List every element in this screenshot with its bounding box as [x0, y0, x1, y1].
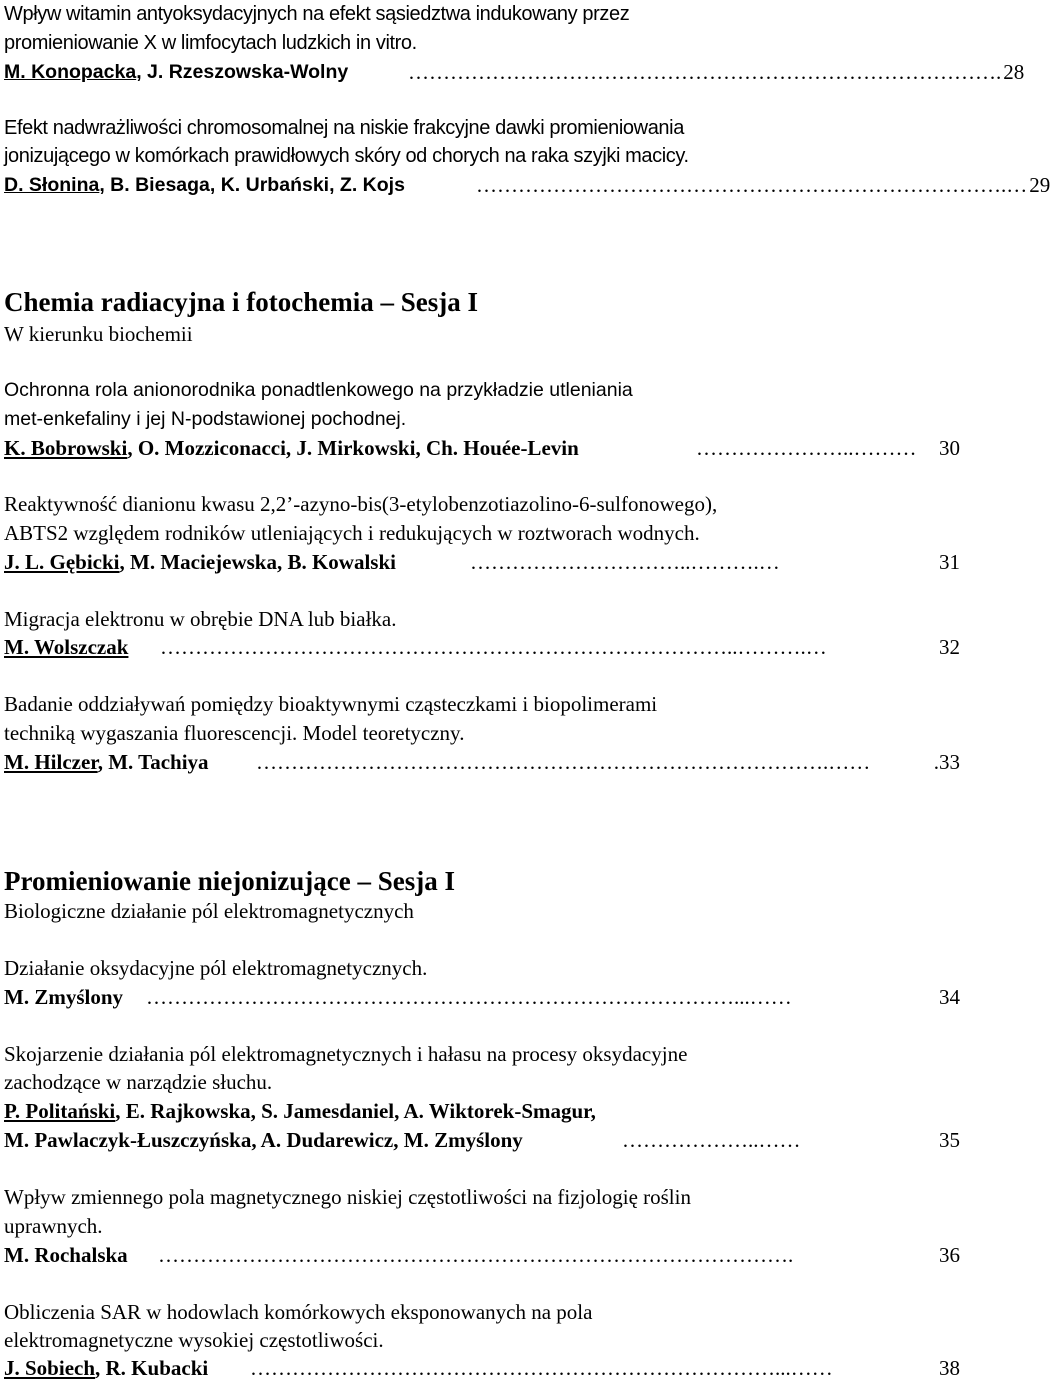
entry-title-line: elektromagnetyczne wysokiej częstotliwości.: [4, 1328, 384, 1352]
entry-authors: [4, 1241, 156, 1269]
entry-authors: [4, 633, 158, 661]
co-authors: M. Zmyślony: [4, 985, 124, 1009]
leader-dots: ………………………………………………………………………….: [408, 60, 1002, 84]
entry-authors: [4, 58, 404, 86]
entry-title-line: Ochronna rola anionorodnika ponadtlenkowego na przykładzie utleniania: [4, 379, 633, 401]
entry-authors: [4, 434, 694, 462]
entry-title-line: Działanie oksydacyjne pól elektromagnetycznych.: [4, 956, 428, 980]
page-leader: [476, 171, 1050, 199]
entry-title-line: uprawnych.: [4, 1214, 103, 1238]
entry-title-line: jonizującego w komórkach prawidłowych skóry od chorych na raka szyjki macicy.: [4, 145, 689, 167]
leader-dots: ………………..……: [622, 1128, 801, 1152]
leader-dots: ………………………………………………………………………..……….…: [160, 635, 827, 659]
co-authors: , M. Tachiya: [97, 750, 209, 774]
page-leader: [256, 748, 960, 776]
entry-title-line: techniką wygaszania fluorescencji. Model teoretyczny.: [4, 721, 465, 745]
entry-authors: [4, 171, 474, 199]
entry-title-line: ABTS2 względem rodników utleniających i redukujących w roztworach wodnych.: [4, 521, 700, 545]
section-title: Promieniowanie niejonizujące – Sesja I: [4, 866, 455, 896]
entry-title-line: Badanie oddziaływań pomiędzy bioaktywnymi cząsteczkami i biopolimerami: [4, 692, 658, 716]
page-number: 34: [939, 985, 960, 1009]
page-number: 35: [939, 1128, 960, 1152]
entry-title-line: Efekt nadwrażliwości chromosomalnej na niskie frakcyjne dawki promieniowania: [4, 117, 684, 139]
page-leader: [160, 633, 960, 661]
page-leader: [622, 1126, 960, 1154]
page-leader: [696, 434, 960, 462]
lead-author: K. Bobrowski: [4, 436, 128, 460]
page-leader: [146, 983, 960, 1011]
section-subtitle: W kierunku biochemii: [4, 322, 193, 346]
entry-title-line: Wpływ zmiennego pola magnetycznego niskiej częstotliwości na fizjologię roślin: [4, 1185, 691, 1209]
lead-author: M. Hilczer: [4, 750, 98, 774]
lead-author: J. Sobiech: [4, 1356, 96, 1380]
entry-title-line: Migracja elektronu w obrębie DNA lub białka.: [4, 607, 397, 631]
leader-dots: ………………………………………………………………….…: [476, 173, 1028, 197]
page-number: 31: [939, 550, 960, 574]
co-authors: , M. Maciejewska, B. Kowalski: [119, 550, 396, 574]
section-title: Chemia radiacyjna i fotochemia – Sesja I: [4, 287, 478, 317]
co-authors: , R. Kubacki: [95, 1356, 209, 1380]
entry-title-line: promieniowanie X w limfocytach ludzkich in vitro.: [4, 32, 417, 54]
entry-authors: [4, 983, 144, 1011]
entry-authors-line2: M. Pawlaczyk-Łuszczyńska, A. Dudarewicz, M. Zmyślony: [4, 1128, 523, 1152]
entry-authors: [4, 548, 468, 576]
page-leader: [250, 1354, 960, 1382]
page-number: 28: [1003, 60, 1025, 84]
page-number: 38: [939, 1356, 960, 1380]
page-leader: [408, 58, 1025, 86]
co-authors: , E. Rajkowska, S. Jamesdaniel, A. Wiktorek-Smagur,: [115, 1099, 596, 1123]
page-leader: [158, 1241, 960, 1269]
entry-title-line: zachodzące w narządzie słuchu.: [4, 1070, 273, 1094]
leader-dots: …………………..………: [696, 436, 917, 460]
entry-title-line: met-enkefaliny i jej N-podstawionej pochodnej.: [4, 408, 407, 430]
co-authors: , B. Biesaga, K. Urbański, Z. Kojs: [99, 174, 405, 196]
co-authors: , O. Mozziconacci, J. Mirkowski, Ch. Houée-Levin: [127, 436, 579, 460]
page-number: 32: [939, 635, 960, 659]
leader-dots: …………………………………………………………………...……: [250, 1356, 833, 1380]
page-number: .33: [933, 750, 960, 774]
lead-author: P. Politański: [4, 1099, 116, 1123]
entry-authors: [4, 1354, 248, 1382]
co-authors: , J. Rzeszowska-Wolny: [136, 61, 349, 83]
section-subtitle: Biologiczne działanie pól elektromagnetycznych: [4, 899, 414, 923]
page-number: 29: [1029, 173, 1050, 197]
entry-authors: [4, 748, 254, 776]
lead-author: D. Słonina: [4, 174, 100, 196]
entry-title-line: Skojarzenie działania pól elektromagnetycznych i hałasu na procesy oksydacyjne: [4, 1042, 688, 1066]
page-leader: [470, 548, 960, 576]
entry-title-line: Obliczenia SAR w hodowlach komórkowych eksponowanych na pola: [4, 1300, 593, 1324]
entry-title-line: Wpływ witamin antyoksydacyjnych na efekt sąsiedztwa indukowany przez: [4, 3, 630, 25]
page-number: 30: [939, 436, 960, 460]
leader-dots: …………………………………………………………………………...……: [146, 985, 792, 1009]
leader-dots: …………………………..……….…: [470, 550, 780, 574]
lead-author: J. L. Gębicki: [4, 550, 120, 574]
entry-authors: [4, 1097, 596, 1125]
co-authors: M. Rochalska: [4, 1243, 128, 1267]
page-number: 36: [939, 1243, 960, 1267]
leader-dots: ……………………………………………………………………………….: [158, 1243, 794, 1267]
lead-author: M. Konopacka: [4, 61, 137, 83]
lead-author: M. Wolszczak: [4, 635, 129, 659]
leader-dots: ……………………………………………………………………….……: [256, 750, 871, 774]
entry-title-line: Reaktywność dianionu kwasu 2,2’-azyno-bis(3-etylobenzotiazolino-6-sulfonowego),: [4, 492, 718, 516]
